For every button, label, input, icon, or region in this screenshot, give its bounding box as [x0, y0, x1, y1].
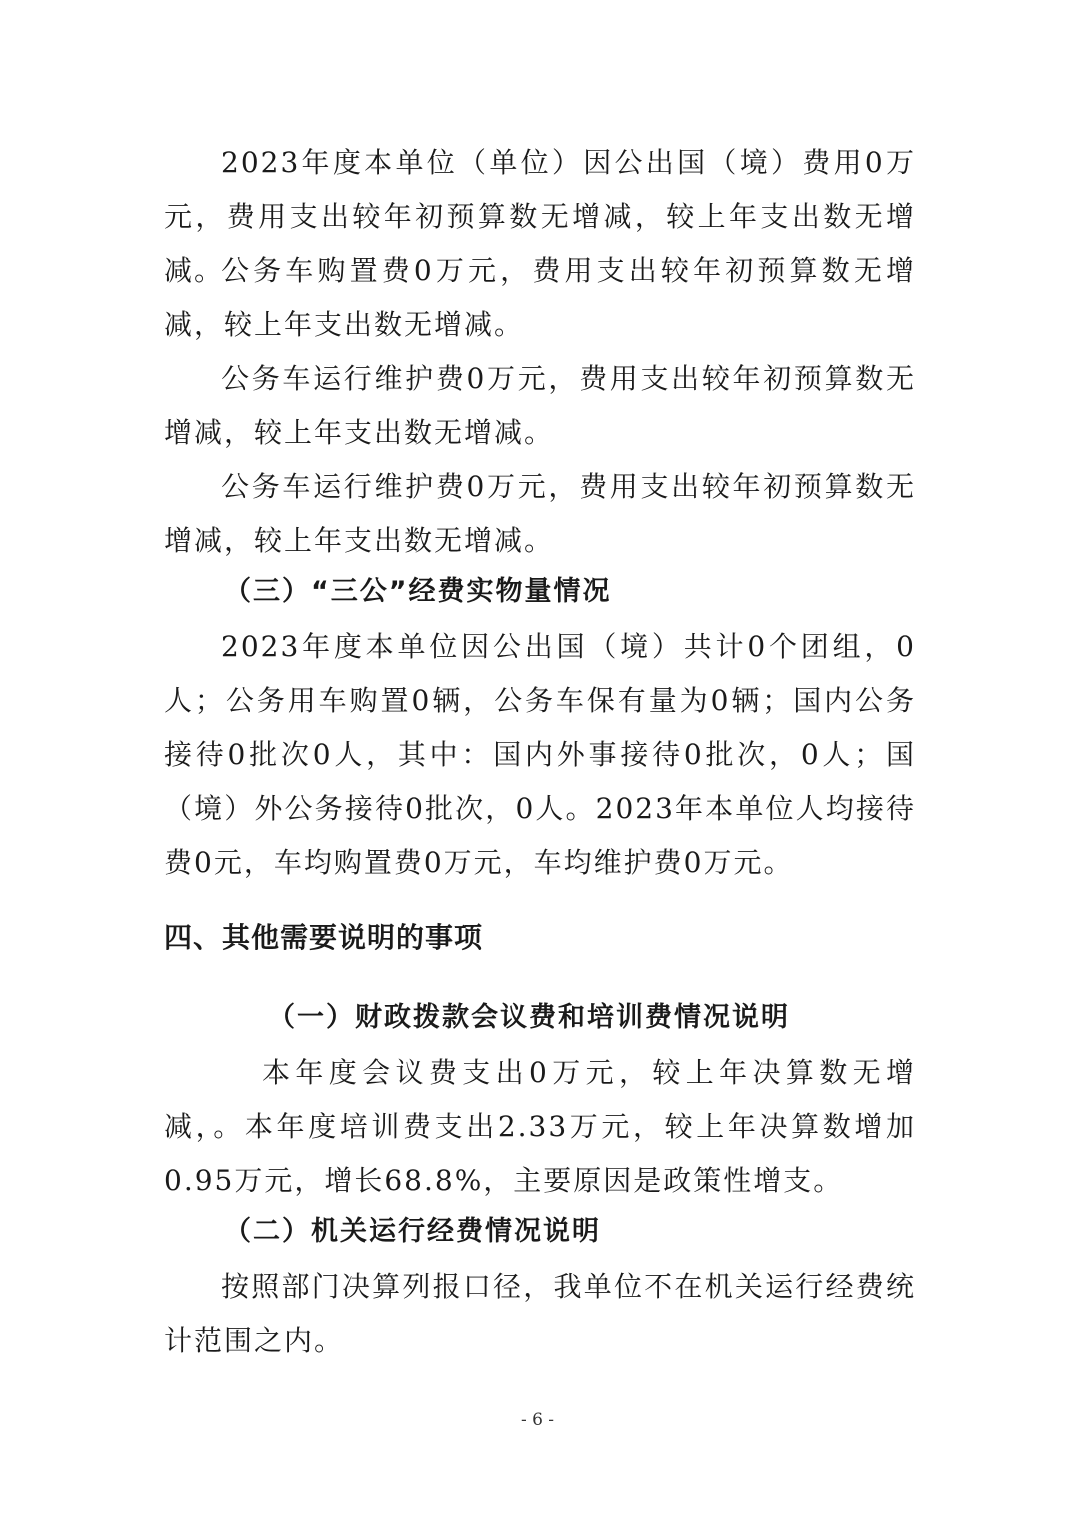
paragraph-quantity: 2023年度本单位因公出国（境）共计0个团组，0人；公务用车购置0辆，公务车保有量为0辆；国内公务接待0批次0人，其中：国内外事接待0批次，0人；国（境）外公务接待0批次，0人。2023年本单位人均接待费0元，车均购置费0万元，车均维护费0万元。 [164, 630, 916, 879]
paragraph-operation-funds: 按照部门决算列报口径，我单位不在机关运行经费统计范围之内。 [164, 1270, 916, 1357]
paragraph-travel-abroad: 2023年度本单位（单位）因公出国（境）费用0万元，费用支出较年初预算数无增减，较上年支出数无增减。 [164, 146, 916, 287]
paragraph-vehicle-maintenance: 公务车运行维护费0万元，费用支出较年初预算数无增减，较上年支出数无增减。 [164, 362, 916, 449]
subheading-operation-funds: （二）机关运行经费情况说明 [224, 1216, 601, 1247]
subheading-three-public-quantity: （三）“三公”经费实物量情况 [224, 576, 612, 607]
paragraph-vehicle-maintenance-repeat: 公务车运行维护费0万元，费用支出较年初预算数无增减，较上年支出数无增减。 [164, 470, 916, 557]
paragraph-vehicle-purchase: 公务车购置费0万元，费用支出较年初预算数无增减，较上年支出数无增减。 [164, 254, 916, 341]
subheading-meeting-training: （一）财政拨款会议费和培训费情况说明 [268, 1002, 790, 1033]
paragraph-meeting-training: 本年度会议费支出0万元，较上年决算数无增减，。本年度培训费支出2.33万元，较上年决算数增加0.95万元，增长68.8%，主要原因是政策性增支。 [164, 1056, 916, 1197]
section-title-other-matters: 四、其他需要说明的事项 [164, 921, 484, 954]
page-number: - 6 - [520, 1410, 555, 1430]
